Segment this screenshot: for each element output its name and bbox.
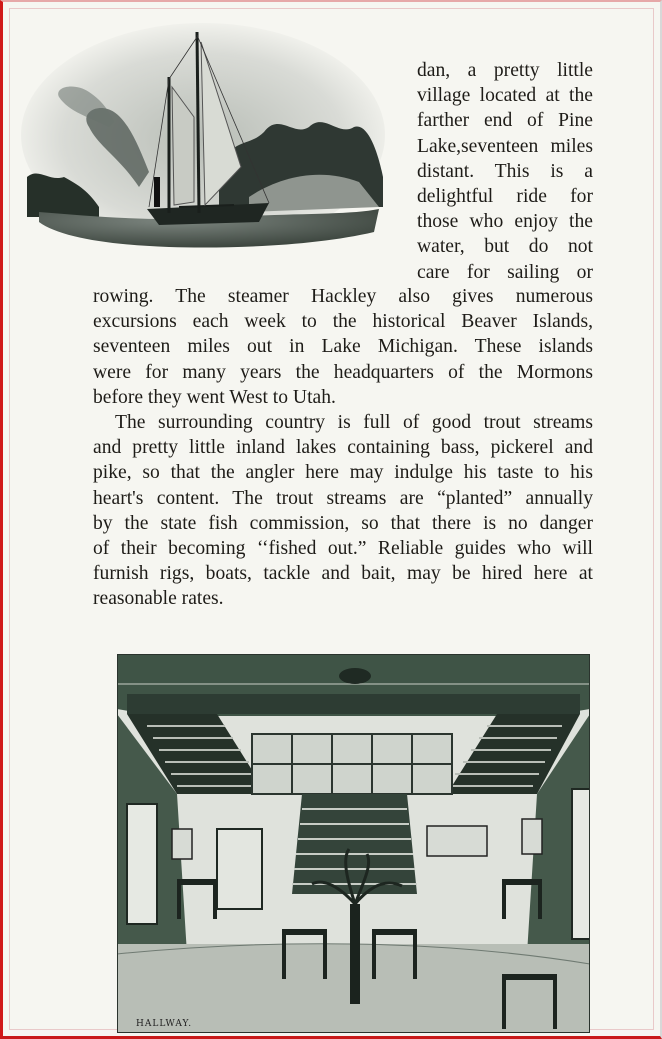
text-line: rowing. The steamer Hackley also gives numerous (93, 286, 593, 307)
hallway-illustration (117, 654, 590, 1033)
text-line: before they went West to Utah. (93, 386, 336, 408)
body-text (93, 284, 593, 612)
text-line: were for many years the headquarters of the Mormons (93, 361, 593, 383)
text-line: of their becoming ‘‘fished out.” Reliable guides who will (93, 538, 593, 560)
right-column-text (417, 58, 593, 285)
sailing-ship-illustration (19, 17, 387, 249)
text-line: distant. This is a (417, 160, 593, 182)
text-line: village located at the (417, 85, 593, 107)
text-line: seventeen miles out in Lake Michigan. These islands (93, 336, 593, 358)
text-line: by the state fish commission, so that there is no danger (93, 512, 593, 534)
text-line: farther end of Pine (417, 110, 593, 132)
text-line: those who enjoy the (417, 211, 593, 233)
text-line: heart's content. The trout streams are “planted” annually (93, 487, 593, 509)
text-line: The surrounding country is full of good trout streams (115, 412, 593, 434)
text-line: delightful ride for (417, 186, 593, 208)
illustration-caption: HALLWAY. (136, 1019, 193, 1029)
text-line: excursions each week to the historical Beaver Islands, (93, 311, 593, 333)
text-line: and pretty little inland lakes containing bass, pickerel and (93, 437, 593, 459)
text-line: Lake,seventeen miles (417, 135, 593, 157)
text-line: care for sailing or (417, 261, 593, 283)
text-line: dan, a pretty little (417, 60, 593, 81)
text-line: pike, so that the angler here may indulge his taste to his (93, 462, 593, 484)
text-line: reasonable rates. (93, 588, 224, 610)
text-line: water, but do not (417, 236, 593, 258)
text-line: furnish rigs, boats, tackle and bait, may be hired here at (93, 563, 593, 585)
